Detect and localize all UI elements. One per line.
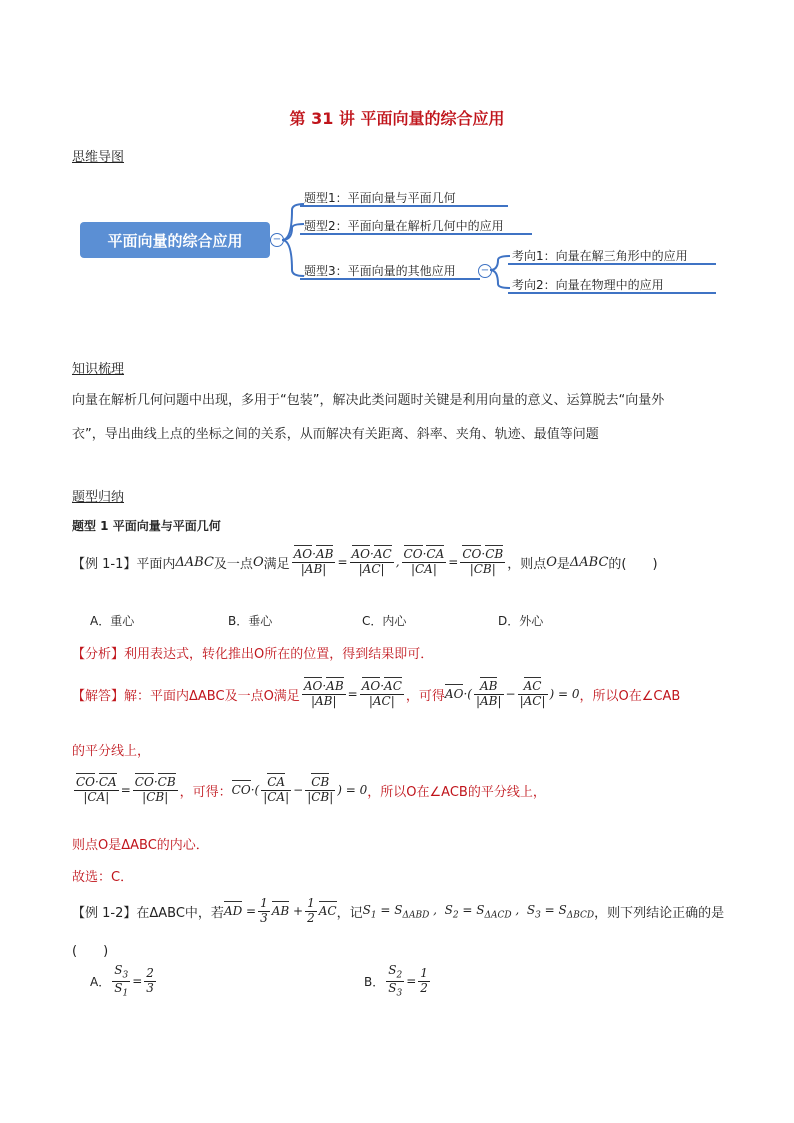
triangle-symbol: ΔABC [175,554,214,570]
equation-fraction: $\frac{2}{3}$ [146,965,154,995]
equation-fraction: $\frac{AC}{|AC|}$ [519,679,546,708]
option-a: A．重心 [90,614,135,628]
example-1-1-stem: 【例 1-1】 平面内 ΔABC 及一点 O 满足 $\frac{AO\cdot AB}{|AB|}$ = $\frac{AO\cdot AC}{|AC|}$ , $\frac{CO\cdot CA}{|CA|}$ = $\frac{CO\cdot CB}{|CB|}$ ，则点 O 是 ΔABC 的( ) [72,547,658,576]
choice-line: 故选：C． [72,870,134,885]
knowledge-section-label: 知识梳理 [72,362,125,377]
solution-line-3: $\frac{CO\cdot CA}{|CA|}$ = $\frac{CO\cdot CB}{|CB|}$ ，可得： CO·( $\frac{CA}{|CA|}$ − $\frac{CB}{|CB|}$ ) = 0 ，所以O在∠ACB的平分线上， [76,775,546,804]
mindmap-section-label: 思维导图 [72,150,125,165]
option-d: D．外心 [498,614,544,628]
knowledge-line-1: 向量在解析几何问题中出现，多用于“包装”，解决此类问题时关键是利用向量的意义、运算脱去“向量外 [72,393,665,408]
solution-text: ，所以O在∠CAB [579,688,681,704]
analysis-text: 利用表达式，转化推出O所在的位置，得到结果即可． [124,647,434,662]
stem-text: ，则下列结论正确的是 [594,905,725,921]
equation-fraction: $\frac{CA}{|CA|}$ [263,775,290,804]
example-tag: 【例 1-2】 [72,905,137,921]
stem-text: 满足 [263,556,290,572]
mindmap-branch-2: 题型2：平面向量在解析几何中的应用 [304,219,504,233]
equation-fraction: $\frac{1}{3}$ [260,896,268,925]
stem-text: ，记 [336,905,363,921]
equation-fraction: $\frac{AO\cdot AC}{|AC|}$ [351,547,392,576]
option-label: B． [364,974,385,989]
branch-2-underline [300,233,532,235]
branch-1-underline [300,205,508,207]
stem-text: 是 [556,556,570,572]
branch-3-underline [300,278,480,280]
sub-1-underline [508,263,716,265]
triangle-symbol: ΔABC [569,554,609,570]
mindmap-sub-branch-1: 考向1：向量在解三角形中的应用 [512,249,688,263]
mindmap-branch-1: 题型1：平面向量与平面几何 [304,191,456,205]
equation-fraction: $\frac{CO\cdot CB}{|CB|}$ [462,547,504,576]
equation-fraction: $\frac{CO\cdot CB}{|CB|}$ [134,775,176,804]
stem-text: 在ΔABC中，若 [136,905,224,921]
stem-text: 及一点 [213,556,253,572]
stem-text: ，则点 [507,556,547,572]
solution-text: 解：平面内ΔABC及一点O满足 [124,688,300,704]
mindmap-root: 平面向量的综合应用 [80,222,270,258]
analysis-tag: 【分析】 [72,647,125,662]
equation-fraction: $\frac{CO\cdot CA}{|CA|}$ [403,547,445,576]
equation-fraction: $\frac{AB}{|AB|}$ [475,679,502,708]
equation-fraction: $\frac{CB}{|CB|}$ [307,775,334,804]
option-b: B．垂心 [228,614,273,628]
solution-text: ，可得 [405,688,445,704]
mindmap-sub-lines [490,250,514,296]
example-1-2-stem: 【例 1-2】 在ΔABC中，若 AD = $\frac{1}{3}$ AB + $\frac{1}{2}$ AC ，记 $S_1 = S_{\Delta ABD}$ , $S_2 = S_{\Delta ACD}$ , $S_3 = S_{\Delta BCD}$ ，则下列结论正确的是 [72,896,725,925]
equation-fraction: $\frac{S_2}{S_3}$ [388,963,403,999]
equation-fraction: $\frac{1}{2}$ [307,896,315,925]
example-1-2-paren: ( ) [72,944,109,959]
stem-text: 的( ) [608,556,658,572]
knowledge-line-2: 衣”，导出曲线上点的坐标之间的关系，从而解决有关距离、斜率、夹角、轨迹、最值等问题 [72,427,599,442]
equation-fraction: $\frac{AO\cdot AB}{|AB|}$ [293,547,334,576]
example-tag: 【例 1-1】 [72,556,137,572]
conclusion-line: 则点O是ΔABC的内心． [72,838,209,853]
option-c: C．内心 [362,614,407,628]
analysis-line [72,643,433,662]
mindmap-branch-3: 题型3：平面向量的其他应用 [304,264,456,278]
equation-fraction: $\frac{1}{2}$ [420,965,428,995]
sub-2-underline [508,292,716,294]
option-label: A． [90,974,111,989]
types-section-label: 题型归纳 [72,490,125,505]
type1-heading: 题型 1 平面向量与平面几何 [72,519,221,533]
solution-tag: 【解答】 [72,688,125,704]
solution-line-1: 【解答】 解：平面内ΔABC及一点O满足 $\frac{AO\cdot AB}{|AB|}$ = $\frac{AO\cdot AC}{|AC|}$ ，可得 AO·( $\frac{AB}{|AB|}$ − $\frac{AC}{|AC|}$ ) = 0 ，所以O在∠CAB [72,679,681,708]
equation-fraction: $\frac{CO\cdot CA}{|CA|}$ [76,775,117,804]
collapse-icon[interactable]: − [478,264,492,278]
equation-fraction: $\frac{AO\cdot AB}{|AB|}$ [303,679,344,708]
solution-line-2: 的平分线上， [72,744,151,759]
collapse-icon[interactable]: − [270,233,284,247]
stem-text: 平面内 [136,556,176,572]
page-title: 第 31 讲 平面向量的综合应用 [289,109,505,128]
equation-fraction: $\frac{AO\cdot AC}{|AC|}$ [361,679,402,708]
equation-fraction: $\frac{S_3}{S_1}$ [114,963,129,999]
point-symbol: O [252,554,264,570]
solution-text: ，所以O在∠ACB的平分线上， [367,784,546,800]
mindmap-sub-branch-2: 考向2：向量在物理中的应用 [512,278,664,292]
ex2-option-a: A． $\frac{S_3}{S_1}$ = $\frac{2}{3}$ [90,963,154,999]
ex2-option-b: B． $\frac{S_2}{S_3}$ = $\frac{1}{2}$ [364,963,428,999]
solution-text: ，可得： [179,784,232,800]
point-symbol: O [546,554,557,570]
